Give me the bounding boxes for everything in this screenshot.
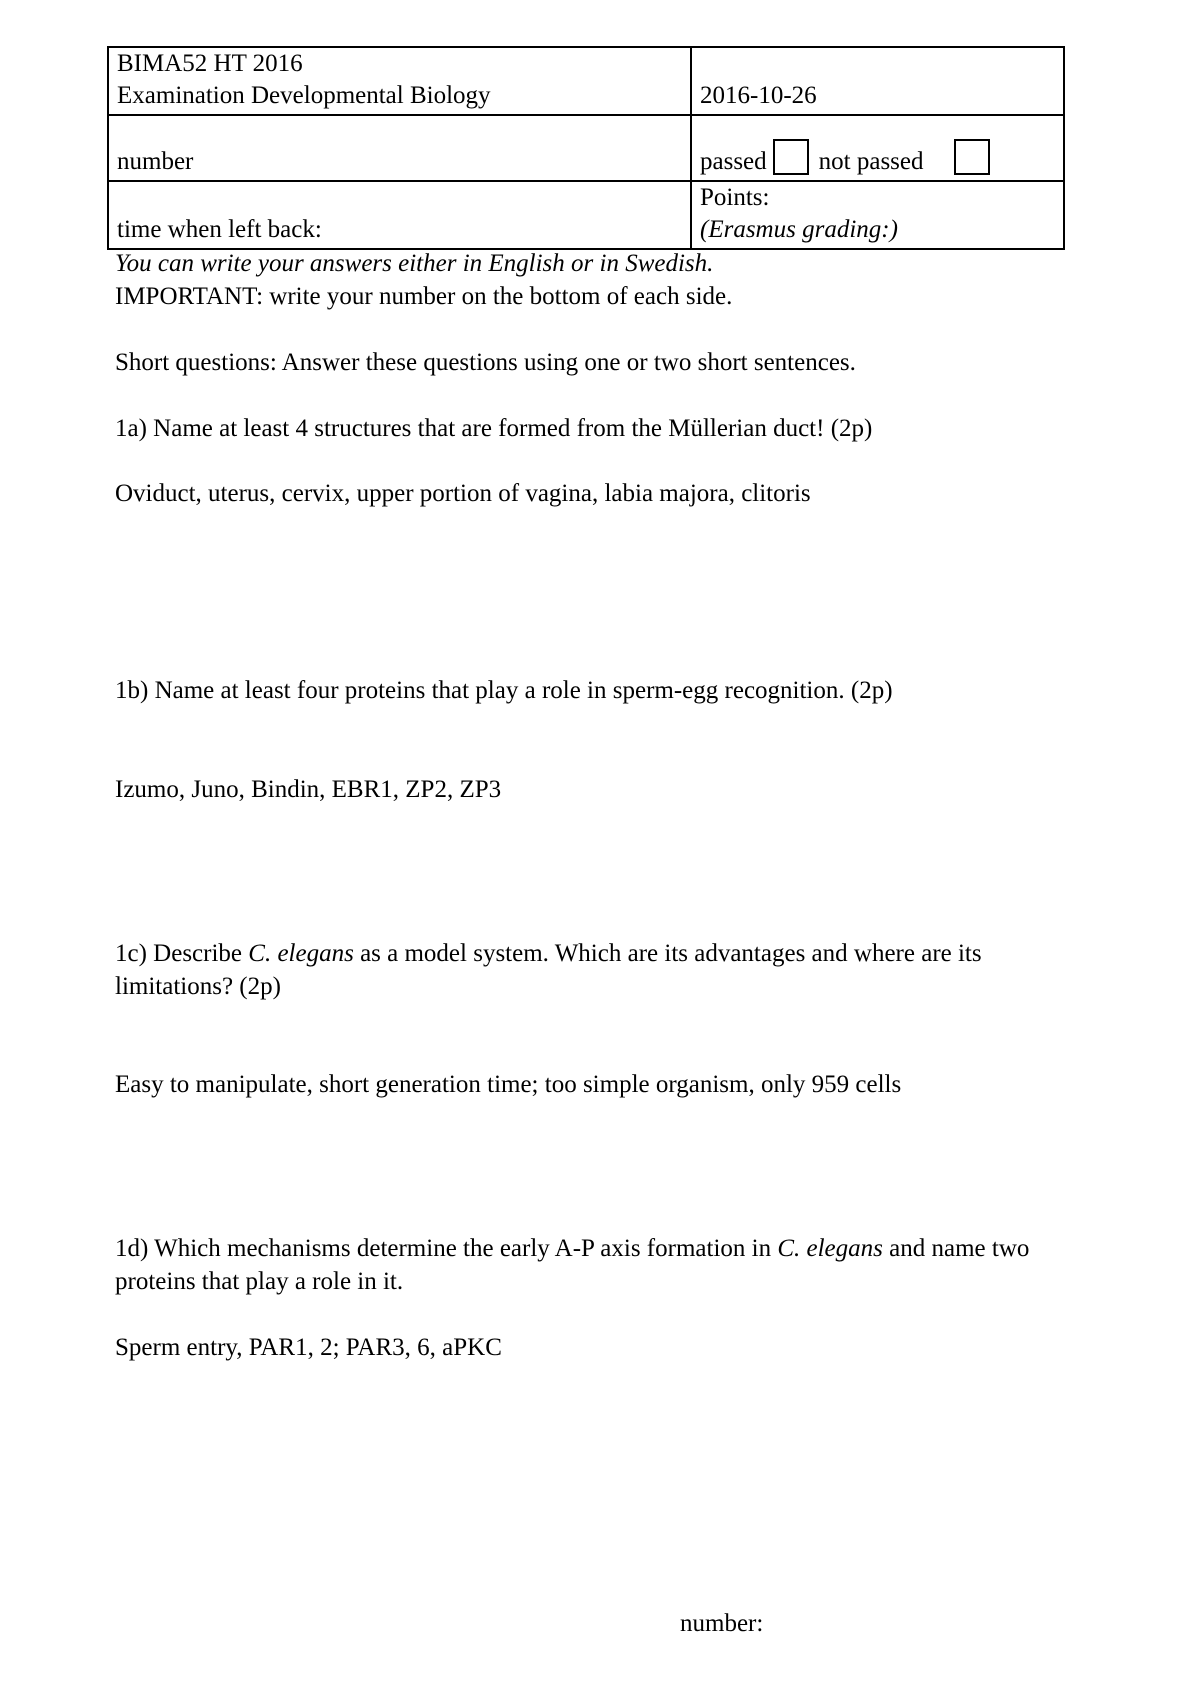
header-row-course — [108, 47, 1064, 115]
answer-1a: Oviduct, uterus, cervix, upper portion of vagina, labia majora, clitoris — [115, 480, 811, 507]
question-1c-text-end: as a model system. Which are its advantages and where are its limitations? (2p) — [115, 940, 982, 1000]
number-cell — [108, 115, 691, 181]
answer-1c: Easy to manipulate, short generation time; too simple organism, only 959 cells — [115, 1071, 902, 1098]
date-cell — [691, 47, 1064, 115]
exam-date: 2016-10-26 — [700, 82, 817, 109]
points-cell — [691, 181, 1064, 249]
time-cell — [108, 181, 691, 249]
header-row-time — [108, 181, 1064, 249]
important-note: IMPORTANT: write your number on the bottom of each side. — [115, 283, 733, 310]
exam-title: Examination Developmental Biology — [117, 82, 491, 109]
grade-cell — [691, 115, 1064, 181]
number-label: number — [117, 148, 194, 175]
grade-options — [700, 139, 1057, 178]
footer-number-label: number: — [680, 1610, 764, 1637]
language-note: You can write your answers either in English or in Swedish. — [115, 250, 714, 277]
question-1d — [115, 1232, 1085, 1298]
answer-1b: Izumo, Juno, Bindin, EBR1, ZP2, ZP3 — [115, 776, 502, 803]
course-code: BIMA52 HT 2016 — [117, 50, 303, 77]
time-left-label: time when left back: — [117, 216, 322, 243]
answer-1d: Sperm entry, PAR1, 2; PAR3, 6, aPKC — [115, 1334, 502, 1361]
header-row-number — [108, 115, 1064, 181]
question-1b: 1b) Name at least four proteins that play a role in sperm-egg recognition. (2p) — [115, 677, 893, 704]
question-1d-text-end: and name two proteins that play a role in it. — [115, 1235, 1030, 1295]
passed-label: passed — [700, 148, 767, 175]
passed-checkbox[interactable] — [773, 139, 809, 175]
question-1c-organism: C. elegans — [248, 940, 354, 967]
course-cell — [108, 47, 691, 115]
question-1d-text-start: 1d) Which mechanisms determine the early A-P axis formation in — [115, 1235, 778, 1262]
question-1a: 1a) Name at least 4 structures that are formed from the Müllerian duct! (2p) — [115, 415, 873, 442]
exam-header-table — [107, 46, 1065, 250]
points-label: Points: — [700, 184, 770, 211]
erasmus-grading-label: (Erasmus grading:) — [700, 216, 898, 243]
question-1c-text-start: 1c) Describe — [115, 940, 249, 967]
question-1d-organism: C. elegans — [777, 1235, 883, 1262]
not-passed-checkbox[interactable] — [954, 139, 990, 175]
not-passed-label: not passed — [818, 148, 924, 175]
question-1c — [115, 937, 1085, 1003]
short-questions-intro: Short questions: Answer these questions using one or two short sentences. — [115, 349, 856, 376]
